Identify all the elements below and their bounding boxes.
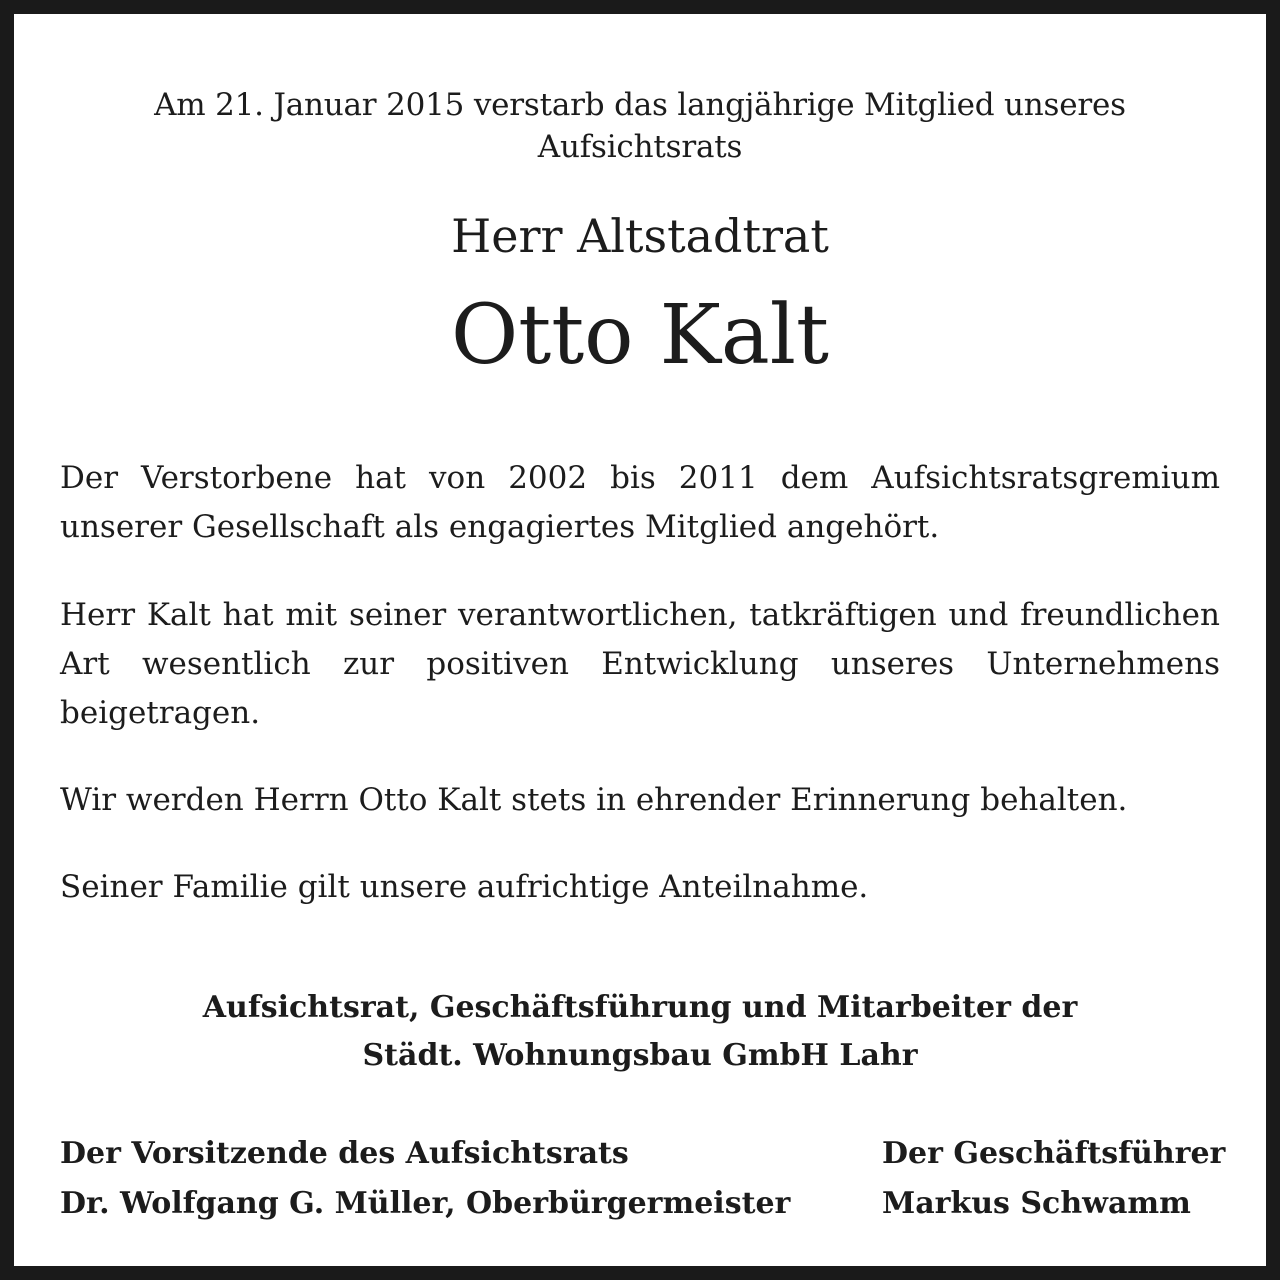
paragraph-remembrance: Wir werden Herrn Otto Kalt stets in ehrender Erinnerung behalten. [60, 782, 1128, 818]
paragraph-condolence: Seiner Familie gilt unsere aufrichtige Anteilnahme. [60, 869, 869, 905]
signature-chairman-name: Dr. Wolfgang G. Müller, Oberbürgermeister [60, 1186, 791, 1221]
organization-signoff [60, 984, 1220, 1080]
paragraph-contribution: Herr Kalt hat mit seiner verantwortlichen, tatkräftigen und freundlichen Art wesentlich zur positiven Entwicklung unseres Unternehmens beigetragen. [60, 597, 1220, 731]
signature-director-name: Markus Schwamm [882, 1186, 1191, 1221]
signature-director-role: Der Geschäftsführer [882, 1136, 1226, 1171]
deceased-title: Herr Altstadtrat [451, 209, 829, 263]
signature-chairman [60, 1129, 790, 1229]
signature-managing-director [882, 1129, 1225, 1229]
deceased-name: Otto Kalt [451, 288, 829, 383]
intro-line: Am 21. Januar 2015 verstarb das langjährige Mitglied unseres Aufsichtsrats [154, 87, 1126, 165]
organization-line-1: Aufsichtsrat, Geschäftsführung und Mitarbeiter der [202, 990, 1078, 1025]
signature-chairman-role: Der Vorsitzende des Aufsichtsrats [60, 1136, 629, 1171]
organization-line-2: Städt. Wohnungsbau GmbH Lahr [362, 1038, 918, 1073]
paragraph-tenure: Der Verstorbene hat von 2002 bis 2011 dem Aufsichtsratsgremium unserer Gesellschaft als engagiertes Mitglied angehört. [60, 460, 1220, 545]
